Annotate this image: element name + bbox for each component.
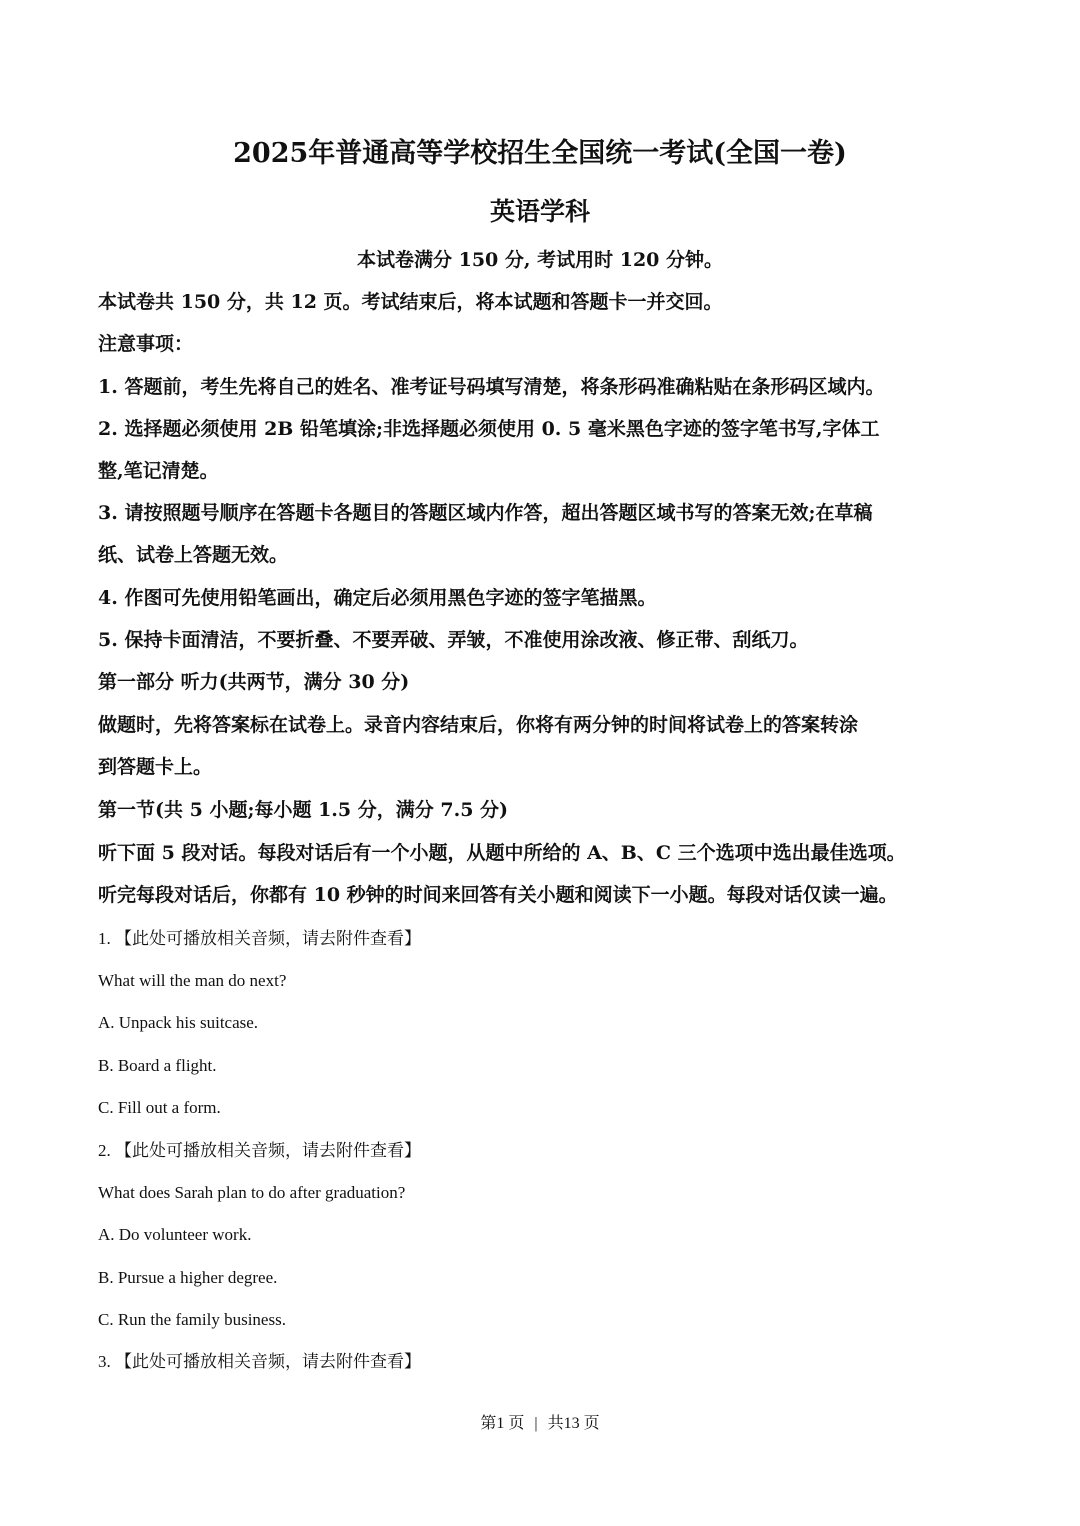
score-time-note: 本试卷满分 150 分, 考试用时 120 分钟。 bbox=[356, 249, 723, 271]
notice-item-5: 5. 保持卡面清洁，不要折叠、不要弄破、弄皱，不准使用涂改液、修正带、刮纸刀。 bbox=[98, 629, 809, 651]
page-footer bbox=[0, 1410, 1080, 1438]
q2-question: What does Sarah plan to do after graduation? bbox=[98, 1183, 406, 1202]
q2-option-b: B. Pursue a higher degree. bbox=[98, 1268, 278, 1287]
part1-intro-line-2: 到答题卡上。 bbox=[98, 756, 213, 778]
page-current: 第1 页 bbox=[480, 1415, 525, 1432]
notice-item-4: 4. 作图可先使用铅笔画出，确定后必须用黑色字迹的签字笔描黑。 bbox=[98, 587, 657, 609]
exam-overview: 本试卷共 150 分，共 12 页。考试结束后，将本试题和答题卡一并交回。 bbox=[98, 291, 723, 313]
section1-instruction-line-1: 听下面 5 段对话。每段对话后有一个小题，从题中所给的 A、B、C 三个选项中选出最佳选项。 bbox=[98, 842, 906, 864]
section1-heading: 第一节(共 5 小题;每小题 1.5 分，满分 7.5 分) bbox=[98, 799, 509, 821]
page-separator: | bbox=[534, 1415, 538, 1432]
part1-heading: 第一部分 听力(共两节，满分 30 分) bbox=[98, 671, 410, 693]
subject-title: 英语学科 bbox=[489, 197, 590, 226]
notice-item-2: 2. 选择题必须使用 2B 铅笔填涂;非选择题必须使用 0. 5 毫米黑色字迹的签字笔书写,字体工 bbox=[98, 418, 880, 440]
q1-option-c: C. Fill out a form. bbox=[98, 1098, 221, 1117]
notice-item-1: 1. 答题前，考生先将自己的姓名、准考证号码填写清楚，将条形码准确粘贴在条形码区域内。 bbox=[98, 376, 885, 398]
q3-audio-note: 3. 【此处可播放相关音频，请去附件查看】 bbox=[98, 1352, 421, 1371]
q1-question: What will the man do next? bbox=[98, 971, 287, 990]
q2-audio-note: 2. 【此处可播放相关音频，请去附件查看】 bbox=[98, 1141, 421, 1160]
q1-option-b: B. Board a flight. bbox=[98, 1056, 217, 1075]
page-total: 共13 页 bbox=[547, 1415, 600, 1432]
exam-title: 2025年普通高等学校招生全国统一考试(全国一卷) bbox=[233, 138, 847, 169]
q2-option-a: A. Do volunteer work. bbox=[98, 1225, 252, 1244]
notice-item-3: 3. 请按照题号顺序在答题卡各题目的答题区域内作答，超出答题区域书写的答案无效;在草稿 bbox=[98, 502, 873, 524]
section1-instruction-line-2: 听完每段对话后，你都有 10 秒钟的时间来回答有关小题和阅读下一小题。每段对话仅读一遍。 bbox=[98, 884, 898, 906]
notice-item-3-cont: 纸、试卷上答题无效。 bbox=[98, 544, 289, 566]
part1-intro-line-1: 做题时，先将答案标在试卷上。录音内容结束后，你将有两分钟的时间将试卷上的答案转涂 bbox=[98, 714, 859, 736]
q1-audio-note: 1. 【此处可播放相关音频，请去附件查看】 bbox=[98, 929, 421, 948]
notice-heading: 注意事项： bbox=[98, 333, 194, 355]
notice-item-2-cont: 整,笔记清楚。 bbox=[98, 460, 219, 482]
q2-option-c: C. Run the family business. bbox=[98, 1310, 286, 1329]
q1-option-a: A. Unpack his suitcase. bbox=[98, 1013, 259, 1032]
